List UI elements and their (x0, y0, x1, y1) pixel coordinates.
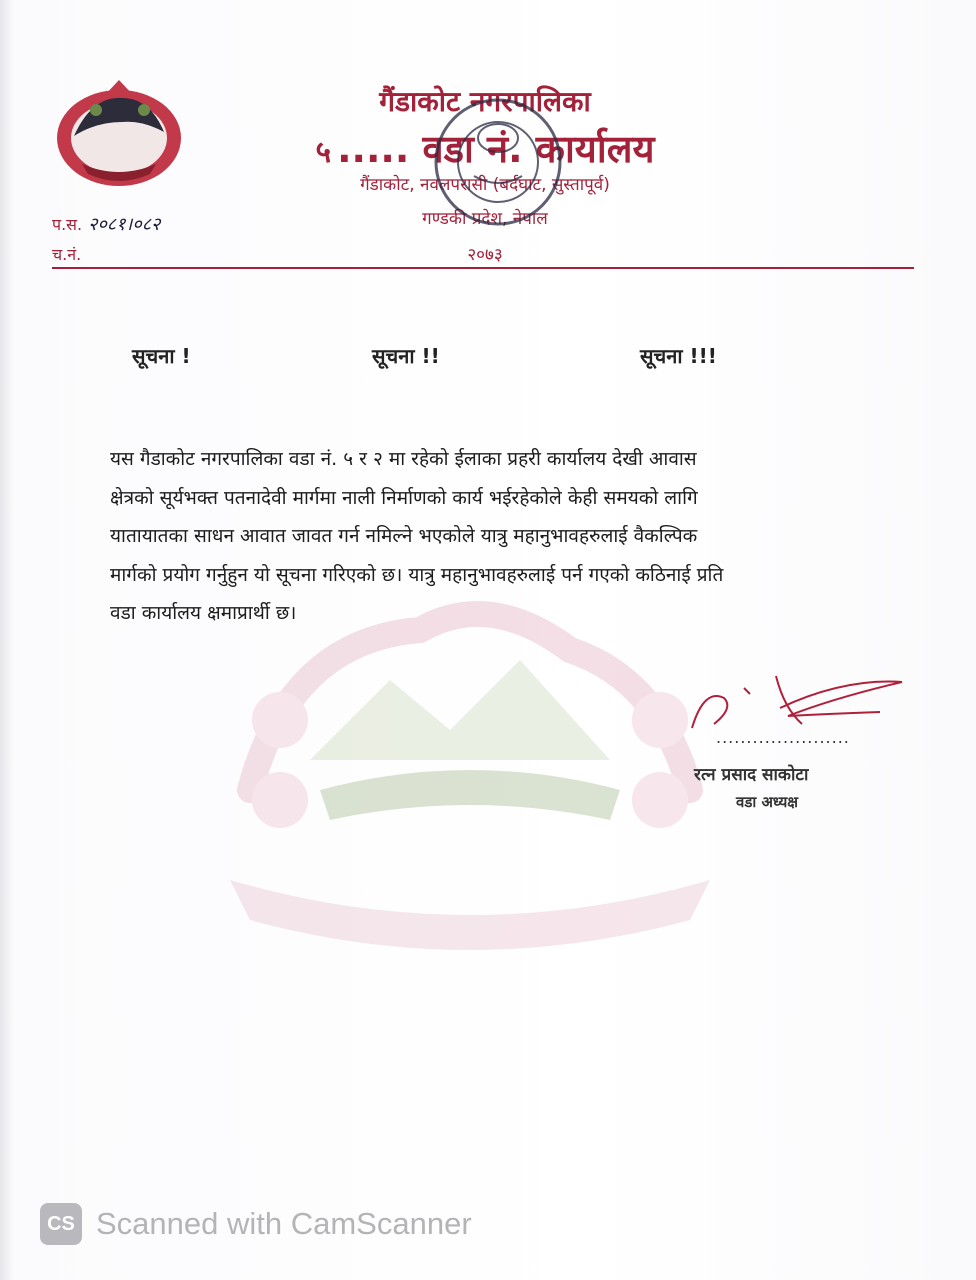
camscanner-logo-icon: CS (40, 1203, 82, 1245)
body-line-4: मार्गको प्रयोग गर्नुहुन यो सूचना गरिएको छ। यात्रु महानुभावहरुलाई पर्न गएको कठिनाई प्रति (110, 563, 724, 586)
notice-body (110, 440, 850, 633)
ward-stamp-icon (428, 92, 568, 232)
reference-ps (52, 212, 160, 236)
body-line-2: क्षेत्रको सूर्यभक्त पतनादेवी मार्गमा नाली निर्माणको कार्य भईरहेकोले केही समयको लागि (110, 486, 698, 509)
body-line-3: यातायातका साधन आवात जावत गर्न नमिल्ने भएकोले यात्रु महानुभावहरुलाई वैकल्पिक (110, 525, 698, 547)
signatory-name: रत्न प्रसाद साकोटा (694, 765, 809, 785)
camscanner-watermark: Scanned with CamScanner (96, 1206, 472, 1241)
body-line-1: यस गैडाकोट नगरपालिका वडा नं. ५ र २ मा रहेको ईलाका प्रहरी कार्यालय देखी आवास (110, 448, 697, 470)
body-line-5: वडा कार्यालय क्षमाप्रार्थी छ। (110, 602, 297, 624)
office-year: २०७३ (467, 245, 503, 265)
nepal-emblem-icon (52, 76, 186, 192)
cn-label: च.नं. (52, 245, 82, 264)
office-address: गैंडाकोट, नवलपरासी (बर्दघाट, सुस्तापूर्व) (360, 175, 610, 195)
reference-cn (52, 243, 81, 265)
header-divider (52, 267, 914, 269)
ps-value: २०८१।०८२ (88, 214, 161, 235)
municipality-name: गैंडाकोट नगरपालिका (379, 85, 591, 118)
signature-line: ...................... (716, 728, 850, 747)
notice-heading-2: सूचना !! (372, 344, 440, 368)
ward-office-text: ..... वडा नं. कार्यालय (337, 127, 655, 171)
signatory-title: वडा अध्यक्ष (736, 793, 799, 811)
ward-number: ५ (315, 135, 332, 170)
ps-label: प.स. (52, 215, 83, 234)
notice-heading-1: सूचना ! (132, 344, 191, 368)
notice-heading-3: सूचना !!! (640, 344, 717, 368)
office-province: गण्डकी प्रदेश, नेपाल (422, 209, 548, 229)
